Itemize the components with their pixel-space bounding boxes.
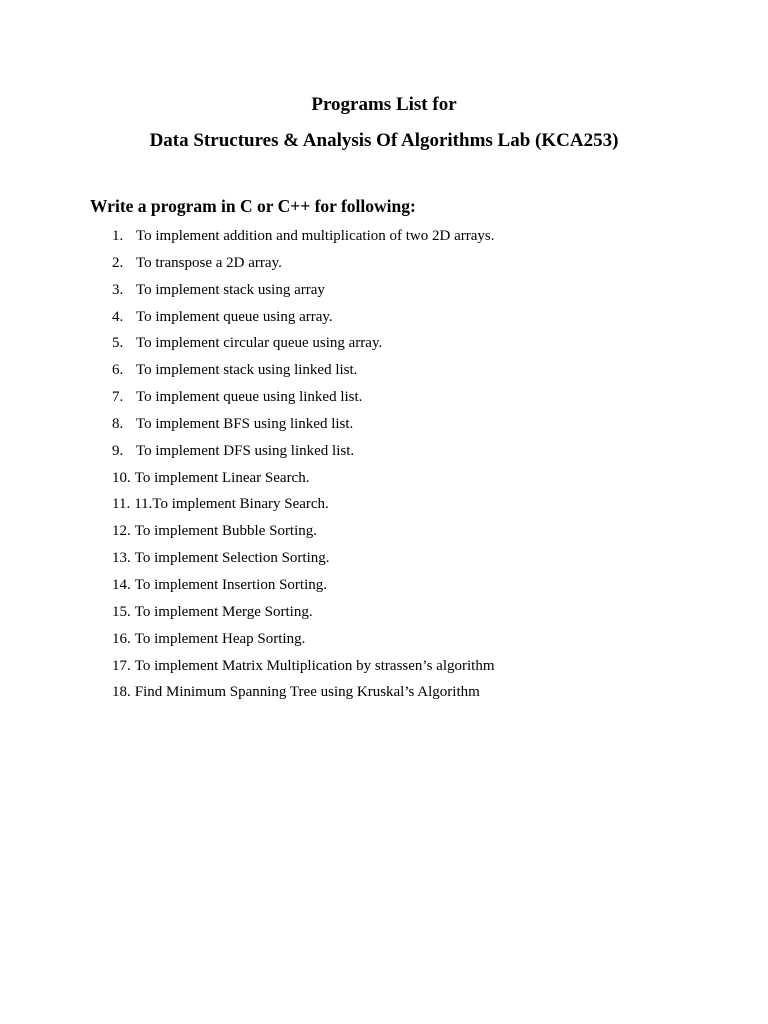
program-number: 11.: [112, 496, 131, 513]
program-number: 15.: [112, 603, 131, 620]
program-description: Find Minimum Spanning Tree using Kruskal’s Algorithm: [134, 684, 480, 701]
program-item: [112, 574, 495, 601]
program-number: 13.: [112, 550, 131, 567]
program-number: 4.: [112, 308, 124, 325]
program-item: [112, 359, 495, 386]
program-item: [112, 681, 495, 708]
program-item: [112, 386, 495, 413]
program-item: [112, 655, 495, 682]
program-description: To implement BFS using linked list.: [136, 415, 354, 432]
program-description: To implement circular queue using array.: [136, 335, 383, 352]
program-number: 10.: [112, 469, 131, 486]
program-item: [112, 520, 495, 547]
program-item: [112, 279, 495, 306]
program-item: [112, 332, 495, 359]
program-description: To transpose a 2D array.: [136, 254, 282, 271]
program-number: 14.: [112, 576, 131, 593]
program-item: [112, 440, 495, 467]
program-description: 11.To implement Binary Search.: [134, 496, 329, 513]
document-title: Programs List for: [311, 94, 457, 115]
program-number: 12.: [112, 523, 131, 540]
program-description: To implement addition and multiplication of two 2D arrays.: [136, 228, 495, 244]
program-item: [112, 306, 495, 333]
program-number: 9.: [112, 442, 124, 459]
program-number: 5.: [112, 335, 124, 352]
program-number: 6.: [112, 362, 124, 379]
program-description: To implement queue using array.: [136, 308, 333, 325]
program-number: 1.: [112, 228, 124, 244]
program-item: [112, 547, 495, 574]
program-description: To implement Insertion Sorting.: [134, 576, 328, 593]
program-item: [112, 628, 495, 655]
document-subtitle: Data Structures & Analysis Of Algorithms Lab (KCA253): [149, 130, 619, 151]
program-item: [112, 467, 495, 494]
instructions-heading: Write a program in C or C++ for following:: [90, 196, 416, 216]
program-number: 18.: [112, 684, 131, 701]
program-description: To implement Linear Search.: [134, 469, 310, 486]
program-description: To implement Merge Sorting.: [134, 603, 313, 620]
program-item: [112, 413, 495, 440]
program-description: To implement Selection Sorting.: [134, 550, 330, 567]
program-item: [112, 225, 495, 252]
program-description: To implement DFS using linked list.: [136, 442, 355, 459]
program-number: 2.: [112, 254, 124, 271]
program-number: 3.: [112, 281, 124, 298]
program-number: 17.: [112, 657, 131, 674]
program-item: [112, 493, 495, 520]
program-description: To implement stack using linked list.: [136, 362, 358, 379]
program-description: To implement stack using array: [136, 281, 325, 298]
program-number: 7.: [112, 389, 124, 406]
program-number: 8.: [112, 415, 124, 432]
program-description: To implement Bubble Sorting.: [134, 523, 318, 540]
program-description: To implement queue using linked list.: [136, 389, 363, 406]
program-item: [112, 252, 495, 279]
program-description: To implement Heap Sorting.: [134, 630, 306, 647]
program-description: To implement Matrix Multiplication by strassen’s algorithm: [134, 657, 495, 674]
program-item: [112, 601, 495, 628]
program-list: [112, 225, 495, 708]
program-number: 16.: [112, 630, 131, 647]
